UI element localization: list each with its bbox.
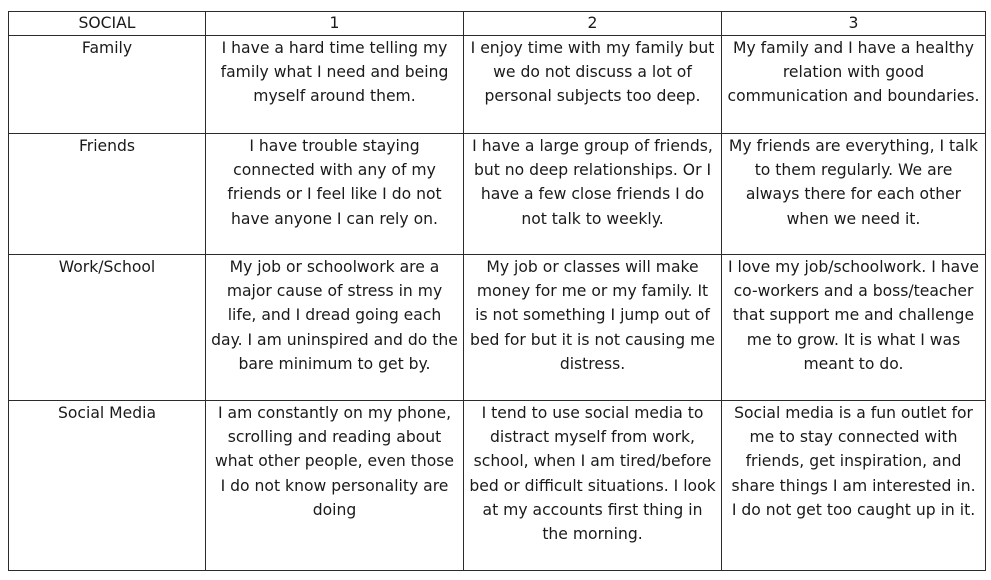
category-cell: Family <box>9 36 206 134</box>
level-cell: Social media is a fun outlet for me to stay connected with friends, get inspiration, and share things I am interested in. I do not get too caught up in it. <box>722 401 986 571</box>
level-cell: My job or schoolwork are a major cause of stress in my life, and I dread going each day. I am uninspired and do the bare minimum to get by. <box>206 255 464 401</box>
level-cell: I tend to use social media to distract myself from work, school, when I am tired/before bed or difficult situations. I look at my accounts first thing in the morning. <box>464 401 722 571</box>
level-cell: I love my job/schoolwork. I have co-workers and a boss/teacher that support me and challenge me to grow. It is what I was meant to do. <box>722 255 986 401</box>
header-row <box>9 12 986 36</box>
table-row-friends <box>9 134 986 255</box>
table-row-work-school <box>9 255 986 401</box>
category-cell: Work/School <box>9 255 206 401</box>
level-cell: My family and I have a healthy relation with good communication and boundaries. <box>722 36 986 134</box>
level-cell: I have trouble staying connected with any of my friends or I feel like I do not have anyone I can rely on. <box>206 134 464 255</box>
social-rubric-table <box>8 11 986 571</box>
header-cell-level-3: 3 <box>722 12 986 36</box>
header-cell-category: SOCIAL <box>9 12 206 36</box>
category-cell: Social Media <box>9 401 206 571</box>
header-cell-level-2: 2 <box>464 12 722 36</box>
table-row-social-media <box>9 401 986 571</box>
header-cell-level-1: 1 <box>206 12 464 36</box>
level-cell: My job or classes will make money for me or my family. It is not something I jump out of bed for but it is not causing me distress. <box>464 255 722 401</box>
level-cell: I have a hard time telling my family what I need and being myself around them. <box>206 36 464 134</box>
level-cell: My friends are everything, I talk to them regularly. We are always there for each other when we need it. <box>722 134 986 255</box>
table-row-family <box>9 36 986 134</box>
category-cell: Friends <box>9 134 206 255</box>
level-cell: I have a large group of friends, but no deep relationships. Or I have a few close friends I do not talk to weekly. <box>464 134 722 255</box>
level-cell: I enjoy time with my family but we do not discuss a lot of personal subjects too deep. <box>464 36 722 134</box>
level-cell: I am constantly on my phone, scrolling and reading about what other people, even those I do not know personality are doing <box>206 401 464 571</box>
